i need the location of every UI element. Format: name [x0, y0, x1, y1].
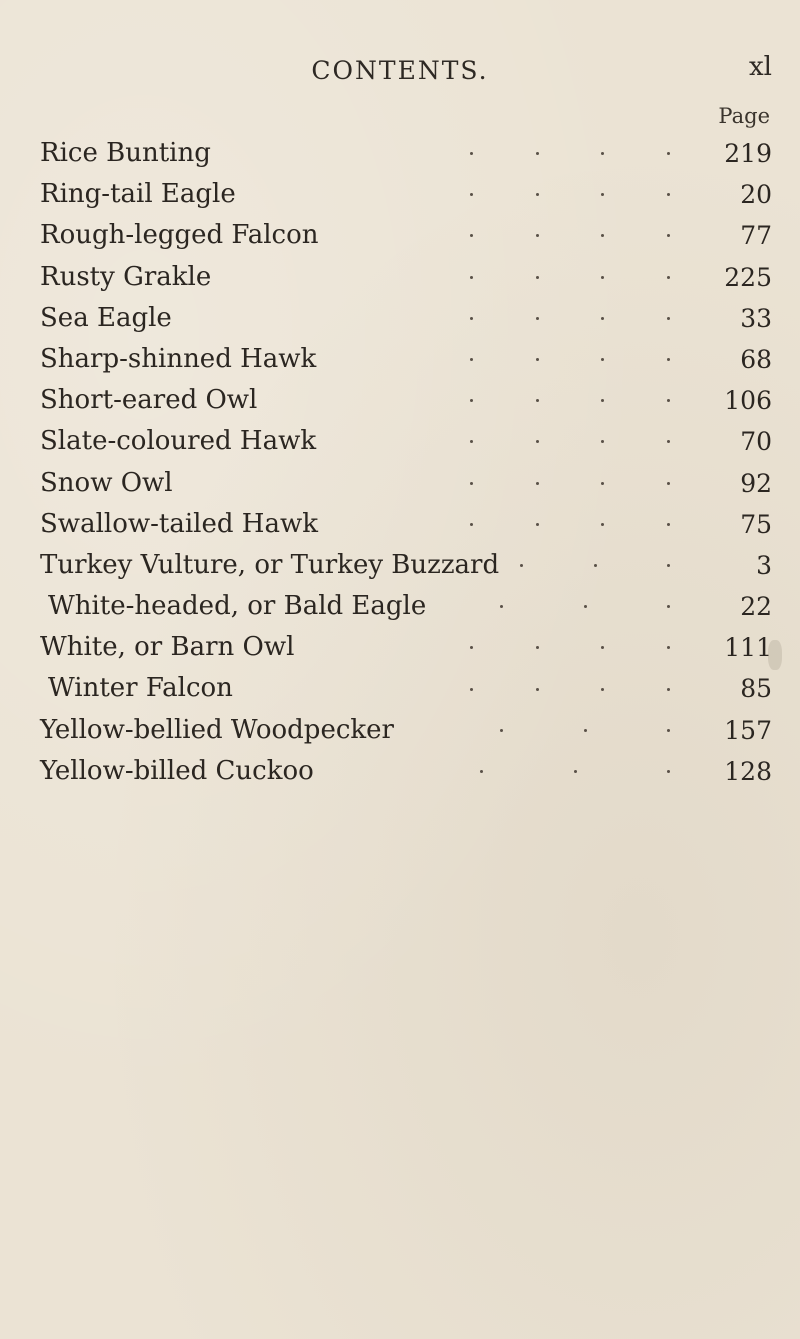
entry-title: Ring-tail Eagle: [40, 179, 236, 210]
entry-title: Sea Eagle: [40, 302, 172, 333]
entry-page-number: 20: [740, 180, 772, 210]
contents-list: [0, 133, 800, 792]
contents-entry: [0, 463, 800, 504]
dot-leader: [500, 586, 670, 627]
contents-entry: [0, 257, 800, 298]
dot-leader: [470, 339, 670, 380]
contents-entry: [0, 421, 800, 462]
running-title: CONTENTS.: [311, 56, 489, 85]
entry-title: Snow Owl: [40, 467, 173, 498]
entry-title: Turkey Vulture, or Turkey Buzzard: [40, 549, 500, 580]
dot-leader: [520, 545, 670, 586]
dot-leader: [470, 215, 670, 256]
entry-title: White, or Barn Owl: [40, 632, 295, 663]
entry-page-number: 70: [740, 427, 772, 457]
contents-entry: [0, 627, 800, 668]
entry-title: Swallow-tailed Hawk: [40, 508, 318, 539]
entry-page-number: 157: [724, 715, 772, 745]
dot-leader: [470, 421, 670, 462]
dot-leader: [470, 174, 670, 215]
dot-leader: [470, 668, 670, 709]
entry-page-number: 75: [740, 509, 772, 539]
dot-leader: [500, 710, 670, 751]
entry-page-number: 68: [740, 344, 772, 374]
contents-entry: [0, 710, 800, 751]
entry-page-number: 3: [756, 550, 772, 580]
dot-leader: [480, 751, 670, 792]
entry-page-number: 225: [724, 262, 772, 292]
paper-smudge: [768, 640, 782, 670]
dot-leader: [470, 463, 670, 504]
contents-entry: [0, 751, 800, 792]
dot-leader: [470, 380, 670, 421]
contents-entry: [0, 339, 800, 380]
entry-page-number: 106: [724, 386, 772, 416]
contents-entry: [0, 174, 800, 215]
dot-leader: [470, 504, 670, 545]
entry-title: Rice Bunting: [40, 138, 211, 168]
entry-page-number: 128: [724, 756, 772, 786]
contents-entry: [0, 586, 800, 627]
entry-page-number: 85: [740, 674, 772, 704]
entry-page-number: 77: [740, 221, 772, 251]
entry-page-number: 22: [740, 592, 772, 622]
contents-entry: [0, 668, 800, 709]
entry-title: Slate-coloured Hawk: [40, 426, 317, 457]
contents-entry: [0, 298, 800, 339]
dot-leader: [470, 298, 670, 339]
entry-title: Rough-legged Falcon: [40, 220, 319, 251]
entry-page-number: 219: [724, 139, 772, 168]
entry-title: Winter Falcon: [48, 673, 233, 704]
entry-page-number: 33: [740, 303, 772, 333]
contents-entry: [0, 545, 800, 586]
entry-page-number: 111: [724, 633, 772, 663]
entry-title: White-headed, or Bald Eagle: [48, 591, 427, 622]
entry-title: Rusty Grakle: [40, 261, 212, 292]
entry-page-number: 92: [740, 468, 772, 498]
entry-title: Yellow-bellied Woodpecker: [40, 714, 394, 745]
dot-leader: [470, 133, 670, 174]
page-number: xl: [749, 52, 772, 82]
contents-entry: [0, 380, 800, 421]
entry-title: Short-eared Owl: [40, 385, 258, 416]
entry-title: Sharp-shinned Hawk: [40, 343, 317, 374]
page-column-label: Page: [718, 104, 770, 128]
contents-entry: [0, 133, 800, 174]
contents-entry: [0, 215, 800, 256]
dot-leader: [470, 627, 670, 668]
contents-entry: [0, 504, 800, 545]
entry-title: Yellow-billed Cuckoo: [40, 755, 314, 786]
dot-leader: [470, 257, 670, 298]
